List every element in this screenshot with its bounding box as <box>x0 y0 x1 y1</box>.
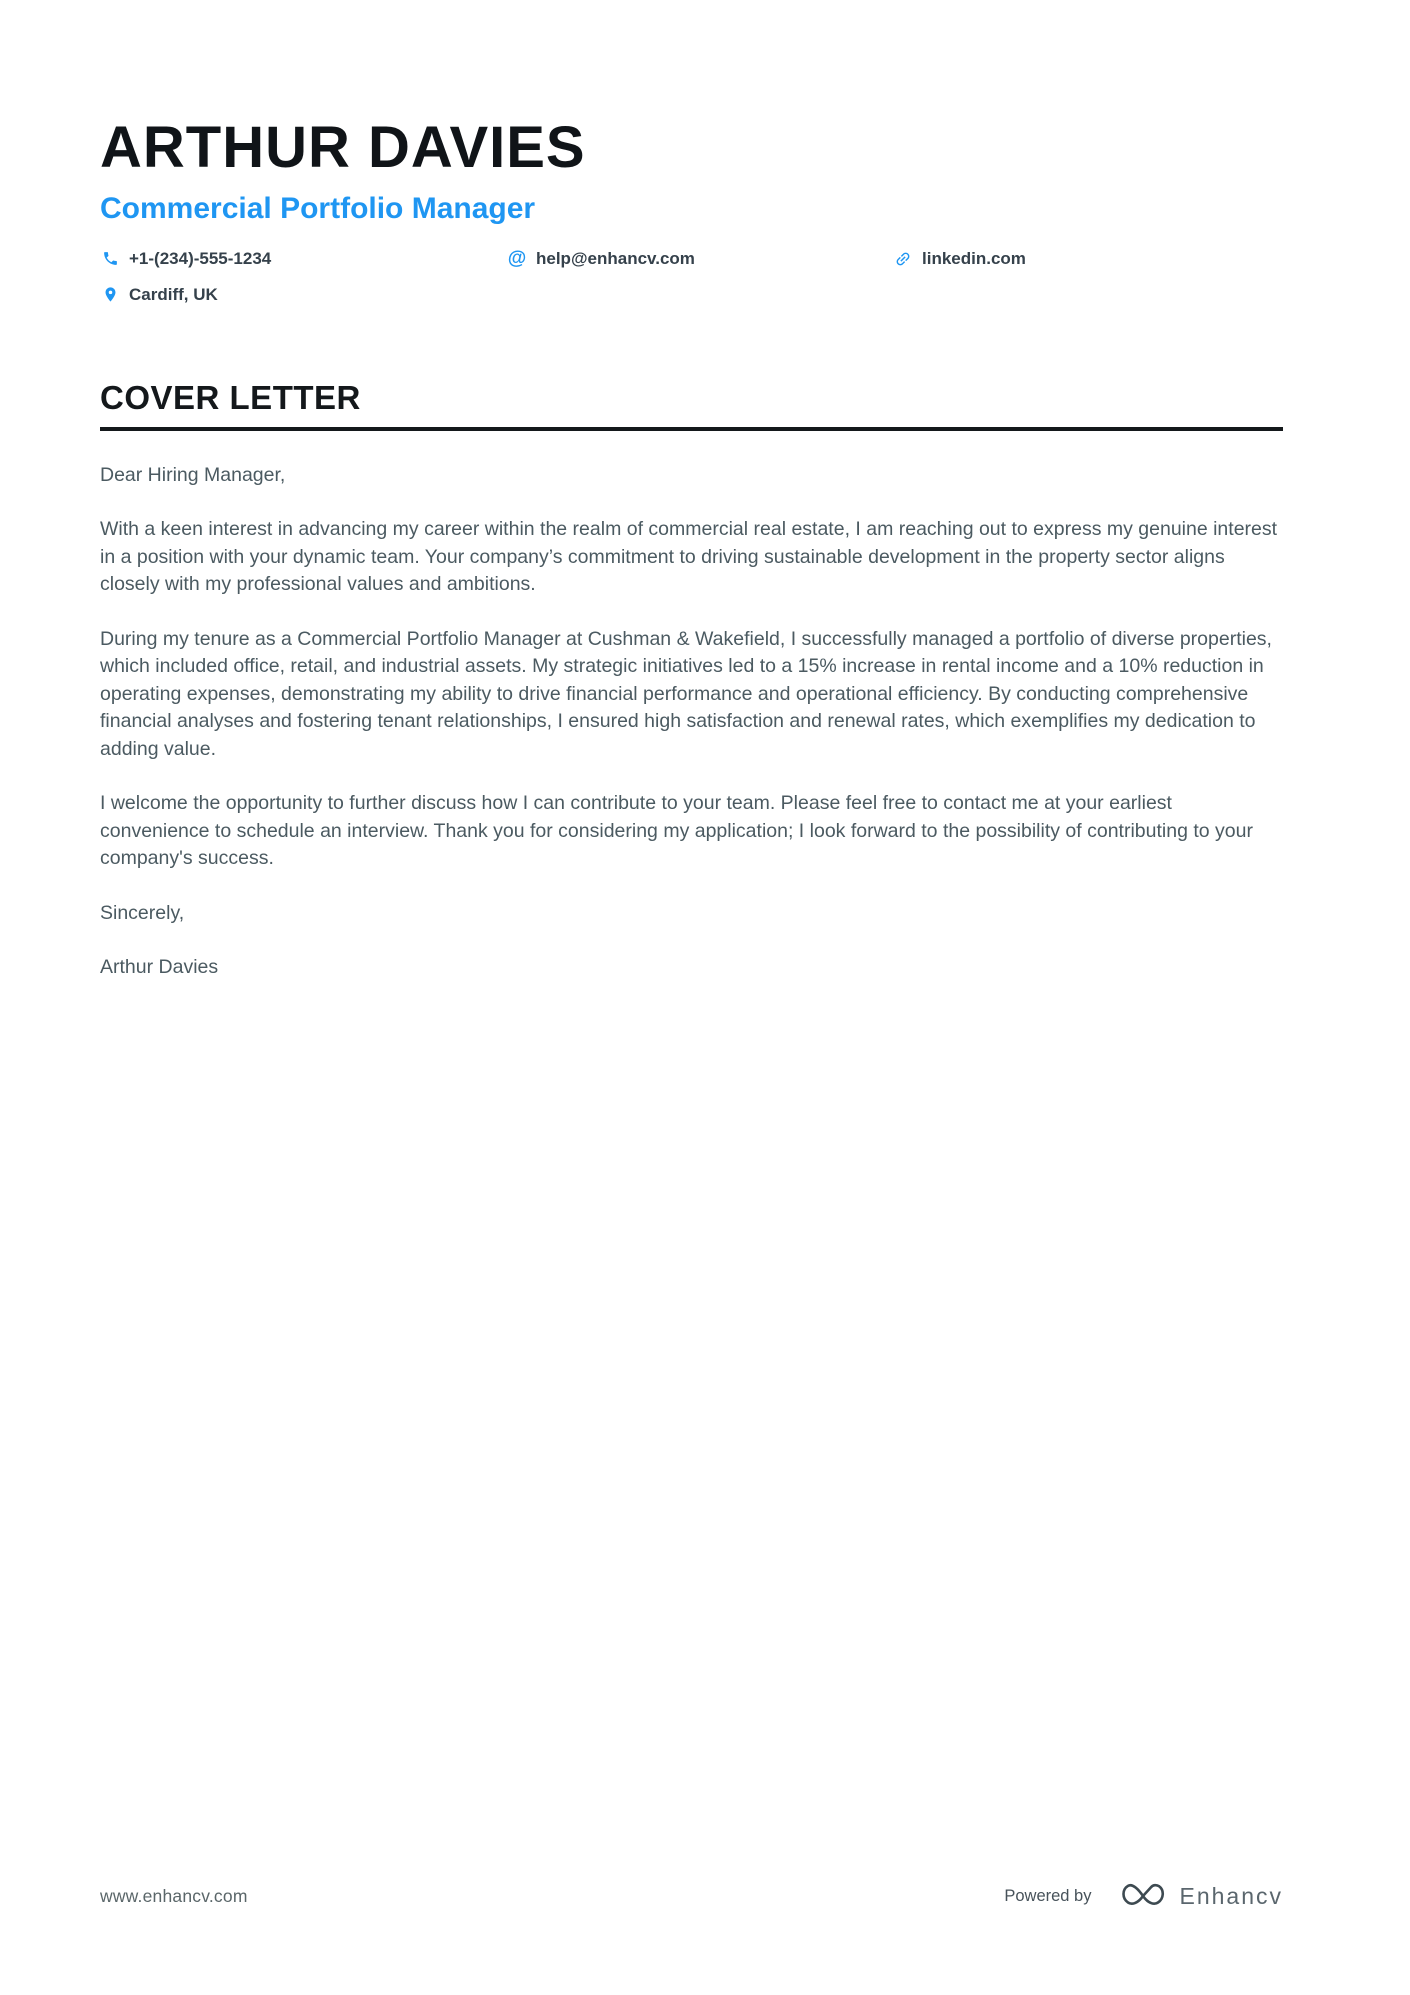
location-contact <box>100 285 218 305</box>
page-footer <box>100 1882 1283 1910</box>
phone-icon <box>100 249 120 269</box>
enhancv-logo-icon <box>1119 1882 1167 1910</box>
powered-by-block[interactable] <box>1004 1882 1283 1910</box>
paragraph-2: During my tenure as a Commercial Portfolio Manager at Cushman & Wakefield, I successfully managed a portfolio of diverse properties, which included office, retail, and industrial assets. My strategic initiatives led to a 15% increase in rental income and a 10% reduction in operating expenses, demonstrating my ability to drive financial performance and operational efficiency. By conducting comprehensive financial analyses and fostering tenant relationships, I ensured high satisfaction and renewal rates, which exemplifies my dedication to adding value. <box>100 627 1272 760</box>
closing: Sincerely, <box>100 901 185 924</box>
email-address: help@enhancv.com <box>536 248 695 268</box>
paragraph-1: With a keen interest in advancing my career within the realm of commercial real estate, I am reaching out to express my genuine interest in a position with your dynamic team. Your company’s commitment to driving sustainable development in the property sector aligns closely with my professional values and ambitions. <box>100 518 1278 596</box>
linkedin-contact[interactable] <box>893 249 1026 269</box>
at-icon: @ <box>507 248 527 270</box>
phone-contact[interactable] <box>100 249 507 269</box>
contact-row-1 <box>100 249 1283 269</box>
salutation: Dear Hiring Manager, <box>100 463 286 486</box>
letter-body <box>100 462 1283 982</box>
footer-website-link[interactable]: www.enhancv.com <box>100 1885 248 1906</box>
enhancv-brand-name: Enhancv <box>1179 1882 1283 1909</box>
phone-number: +1-(234)-555-1234 <box>129 248 272 268</box>
contact-row-2 <box>100 285 1283 305</box>
cover-letter-heading: COVER LETTER <box>100 381 1283 431</box>
job-title: Commercial Portfolio Manager <box>100 191 536 225</box>
signature: Arthur Davies <box>100 956 219 979</box>
link-icon <box>893 249 913 269</box>
person-name: ARTHUR DAVIES <box>100 115 586 180</box>
linkedin-url: linkedin.com <box>922 248 1026 268</box>
location-text: Cardiff, UK <box>129 284 218 304</box>
paragraph-3: I welcome the opportunity to further discuss how I can contribute to your team. Please feel free to contact me at your earliest convenience to schedule an interview. Thank you for considering my application; I look forward to the possibility of contributing to your company's success. <box>100 792 1253 870</box>
powered-by-label: Powered by <box>1004 1886 1092 1905</box>
contact-section <box>100 249 1283 305</box>
email-contact[interactable] <box>507 249 893 269</box>
location-icon <box>100 285 120 305</box>
